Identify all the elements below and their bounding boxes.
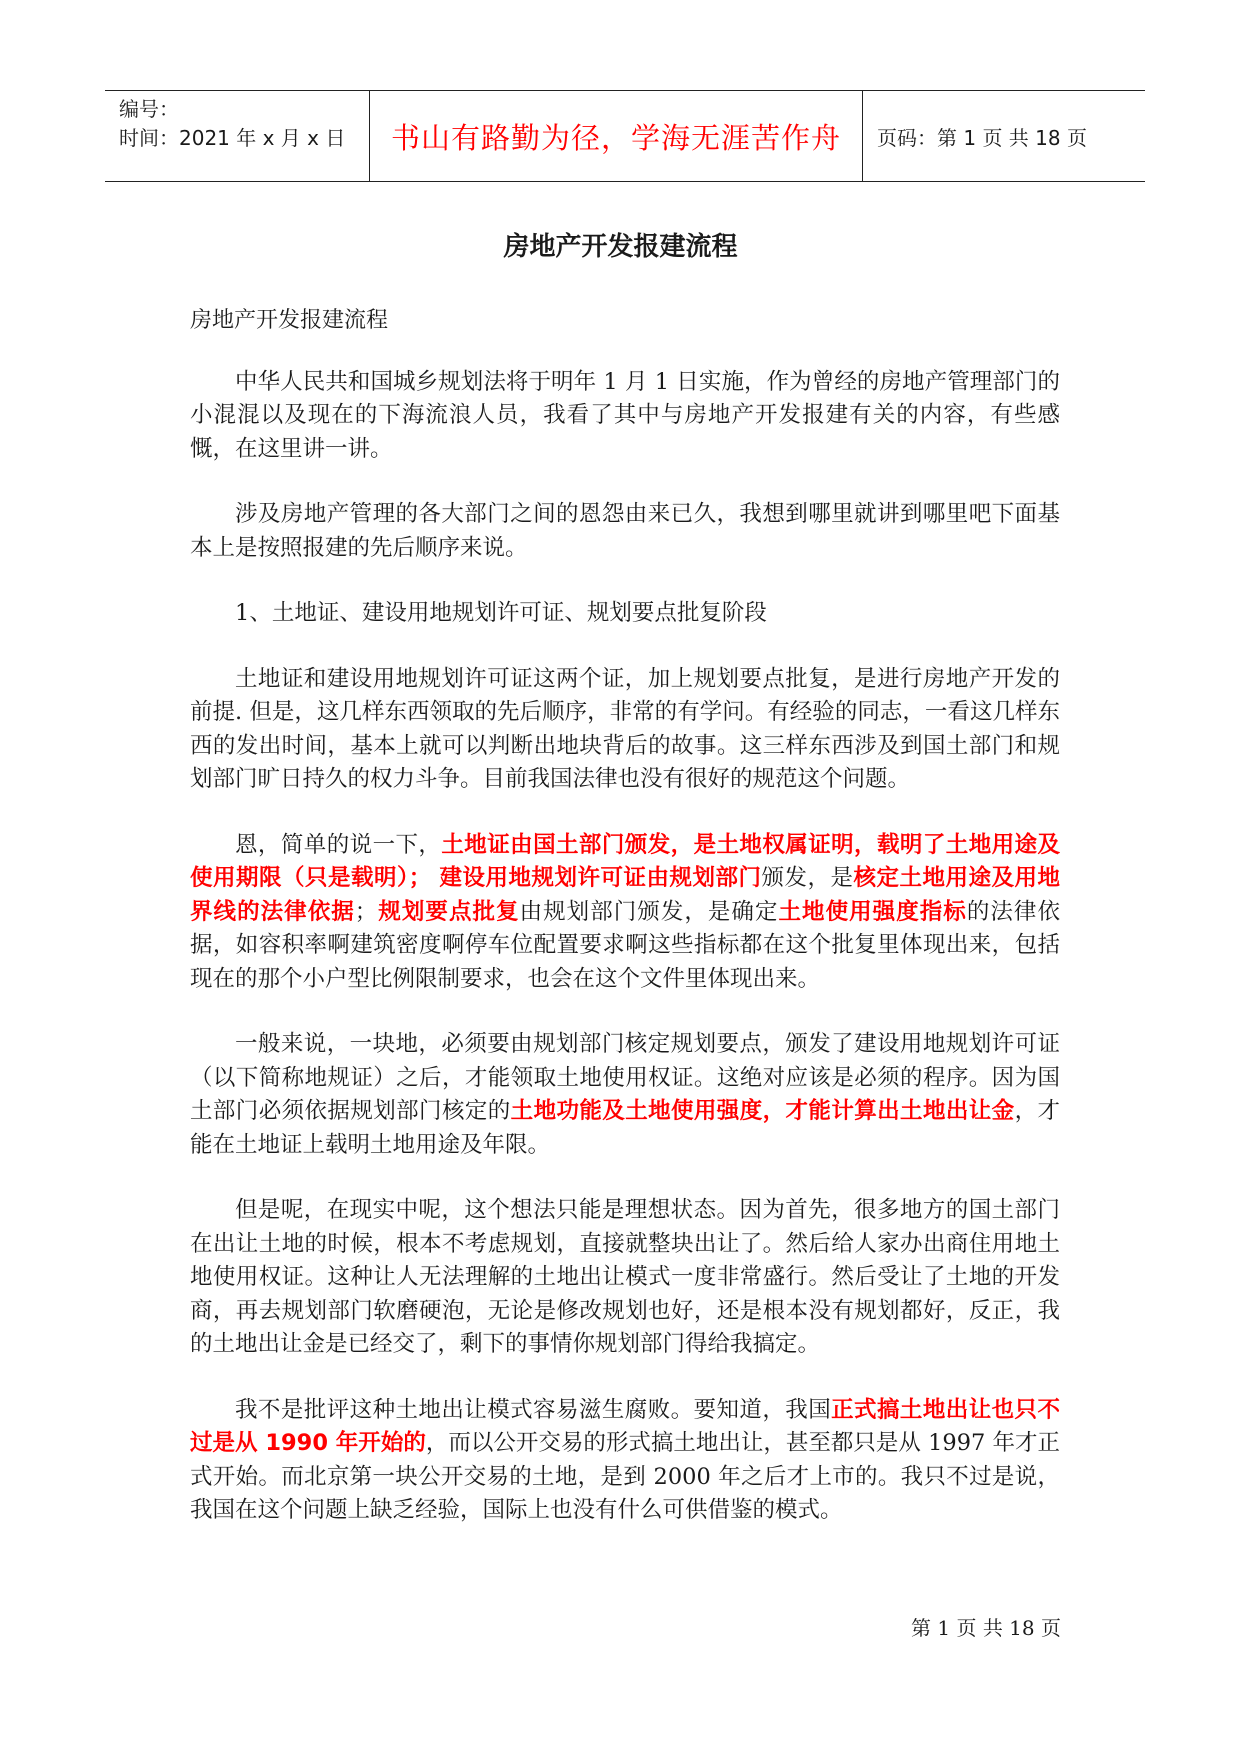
body-paragraph: [190, 366, 1060, 467]
highlighted-text: 规划要点批复: [377, 898, 520, 925]
header-page-info: 页码：第 1 页 共 18 页: [877, 125, 1087, 150]
paragraph-text: 恩，简单的说一下，: [235, 831, 442, 858]
highlighted-text: 正式搞土地出让也只不过是从 1990 年开始的: [190, 1396, 1060, 1456]
header-meta: [105, 91, 370, 181]
body-paragraph: [190, 829, 1060, 997]
highlighted-text: 土地证由国土部门颁发，是土地权属证明，载明了土地用途及使用期限（只是载明）； 建设用地规划许可证由规划部门: [190, 831, 1060, 891]
paragraph-list: [190, 366, 1060, 1528]
document-time-label: 时间：2021 年 x 月 x 日: [119, 126, 346, 150]
paragraph-text: ，而以公开交易的形式搞土地出让，甚至都只是从 1997 年才正式开始。而北京第一块公开交易的土地，是到 2000 年之后才上市的。我只不过是说，我国在这个问题上缺乏经验，国际上也没有什么可供借鉴的模式。: [190, 1430, 1060, 1523]
document-number-label: 编号：: [119, 97, 179, 121]
paragraph-text: 我不是批评这种土地出让模式容易滋生腐败。要知道，我国: [235, 1396, 832, 1423]
paragraph-text: 中华人民共和国城乡规划法将于明年 1 月 1 日实施，作为曾经的房地产管理部门的小混混以及现在的下海流浪人员，我看了其中与房地产开发报建有关的内容，有些感慨，在这里讲一讲。: [190, 368, 1060, 462]
body-paragraph: [190, 498, 1060, 565]
paragraph-text: ；: [354, 898, 378, 925]
highlighted-text: 土地使用强度指标: [778, 898, 967, 925]
paragraph-text: 的法律依据，如容积率啊建筑密度啊停车位配置要求啊这些指标都在这个批复里体现出来，包括现在的那个小户型比例限制要求，也会在这个文件里体现出来。: [190, 898, 1060, 992]
paragraph-text: 1、土地证、建设用地规划许可证、规划要点批复阶段: [235, 600, 767, 626]
document-body: [190, 304, 1060, 1560]
paragraph-text: 一般来说，一块地，必须要由规划部门核定规划要点，颁发了建设用地规划许可证（以下简称地规证）之后，才能领取土地使用权证。这绝对应该是必须的程序。因为国土部门必须依据规划部门核定的: [190, 1031, 1060, 1124]
body-paragraph: [190, 1028, 1060, 1162]
paragraph-text: 涉及房地产管理的各大部门之间的恩怨由来已久，我想到哪里就讲到哪里吧下面基本上是按照报建的先后顺序来说。: [190, 501, 1060, 561]
highlighted-text: 土地功能及土地使用强度，才能计算出土地出让金: [510, 1098, 1015, 1124]
document-title: 房地产开发报建流程: [503, 232, 738, 262]
header-motto: 书山有路勤为径，学海无涯苦作舟: [370, 91, 863, 181]
body-paragraph: [190, 663, 1060, 797]
page-header: [105, 90, 1145, 182]
body-paragraph: [190, 1394, 1060, 1528]
highlighted-text: 核定土地用途及用地界线的法律依据: [190, 865, 1060, 925]
paragraph-text: 颁发，是: [761, 865, 854, 891]
body-paragraph: [190, 1194, 1060, 1362]
paragraph-text: 但是呢，在现实中呢，这个想法只能是理想状态。因为首先，很多地方的国土部门在出让土地的时候，根本不考虑规划，直接就整块出让了。然后给人家办出商住用地土地使用权证。这种让人无法理解的土地出让模式一度非常盛行。然后受让了土地的开发商，再去规划部门软磨硬泡，无论是修改规划也好，还是根本没有规划都好，反正，我的土地出让金是已经交了，剩下的事情你规划部门得给我搞定。: [190, 1197, 1060, 1357]
paragraph-text: 土地证和建设用地规划许可证这两个证，加上规划要点批复，是进行房地产开发的前提. 但是，这几样东西领取的先后顺序，非常的有学问。有经验的同志，一看这几样东西的发出时间，基本上就可以判断出地块背后的故事。这三样东西涉及到国土部门和规划部门旷日持久的权力斗争。目前我国法律也没有很好的规范这个问题。: [190, 665, 1060, 792]
document-subtitle: 房地产开发报建流程: [190, 308, 389, 333]
body-paragraph: [190, 597, 1060, 631]
paragraph-text: 由规划部门颁发，是确定: [519, 898, 779, 925]
paragraph-text: ，才能在土地证上载明土地用途及年限。: [190, 1098, 1060, 1158]
page-footer: 第 1 页 共 18 页: [911, 1616, 1061, 1640]
